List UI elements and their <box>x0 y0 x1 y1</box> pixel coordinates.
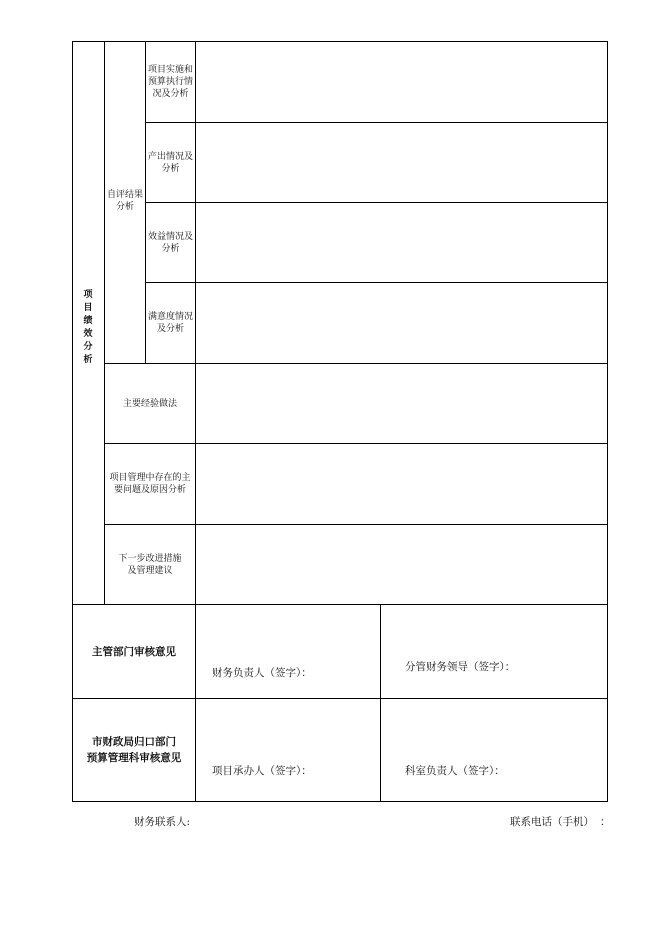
table-bottom-border <box>72 801 608 802</box>
row-line-2 <box>145 202 608 203</box>
contact-phone-colon: ： <box>600 816 611 828</box>
sub-row-label-satisfaction: 满意度情况 及分析 <box>147 312 193 334</box>
sub-row-label-benefit: 效益情况及 分析 <box>147 231 193 254</box>
finance-contact-label: 财务联系人: <box>134 816 191 828</box>
dept-finance-head-sign: 财务负责人（签字）： <box>212 667 312 679</box>
finance-handler-sign: 项目承办人（签字）： <box>212 765 312 777</box>
sub-row-label-output: 产出情况及 分析 <box>147 151 193 174</box>
contact-phone-label: 联系电话（手机） <box>510 816 594 828</box>
row-label-improvement: 下一步改进措施 及管理建议 <box>118 553 182 576</box>
table-right-border <box>607 41 608 802</box>
finance-section-head-sign: 科室负责人（签字）： <box>405 765 505 777</box>
col-divider-sign <box>380 604 381 802</box>
row-label-experience: 主要经验做法 <box>122 398 177 409</box>
dept-finance-leader-sign: 分管财务领导（签字）： <box>405 661 516 673</box>
col-divider-3 <box>195 41 196 802</box>
row-line-3 <box>145 282 608 283</box>
sub-row-label-implementation: 项目实施和 预算执行情 况及分析 <box>147 65 193 99</box>
row-line-1 <box>145 122 608 123</box>
dept-review-title: 主管部门审核意见 <box>92 645 176 658</box>
vertical-header-performance: 项目绩效分析 <box>83 290 93 365</box>
row-label-problems: 项目管理中存在的主 要问题及原因分析 <box>109 473 191 495</box>
finance-review-title: 市财政局归口部门 预算管理科审核意见 <box>86 736 182 764</box>
self-eval-header: 自评结果 分析 <box>106 190 143 212</box>
